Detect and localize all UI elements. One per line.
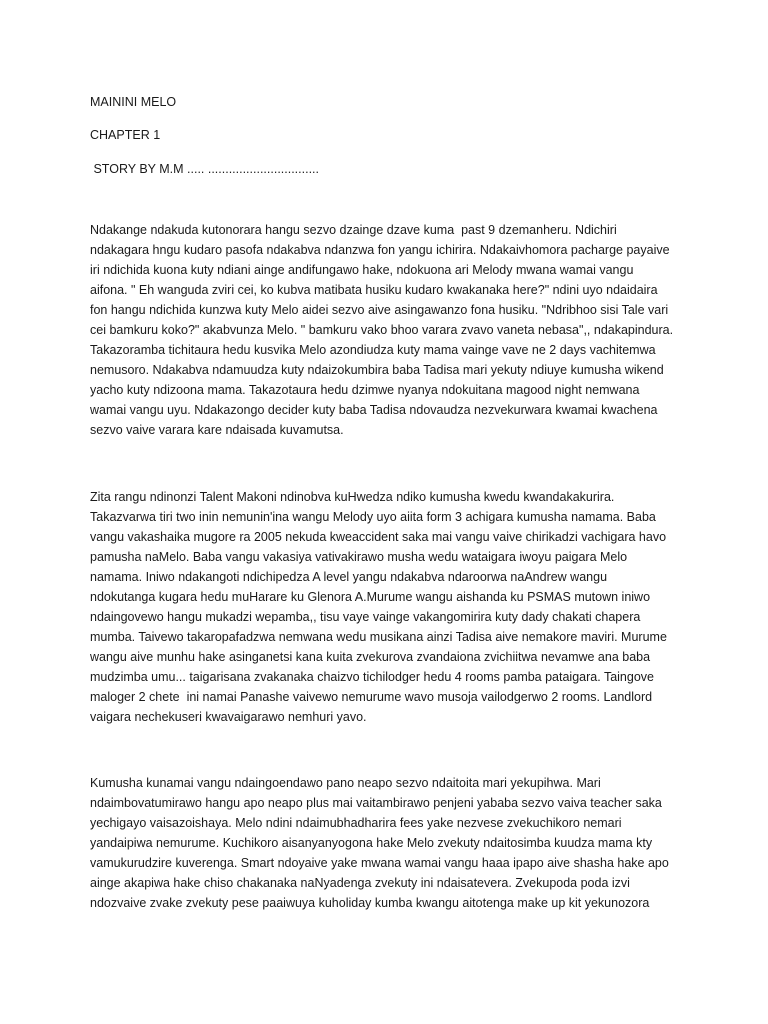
paragraph-line: ndaingovewo hangu mukadzi wepamba,, tisu vaye vainge vakangomirira kuty dady chakati chapera <box>90 610 641 624</box>
paragraph-line: yacho kuty ndizoona mama. Takazotaura hedu dzimwe nyanya ndokuitana magood night nemwana <box>90 383 640 397</box>
paragraph-line: Ndakange ndakuda kutonorara hangu sezvo dzainge dzave kuma past 9 dzemanheru. Ndichiri <box>90 223 617 237</box>
paragraph-line: ndakagara hngu kudaro pasofa ndakabva ndanzwa fon yangu ichirira. Ndakaivhomora pacharge payaive <box>90 243 670 257</box>
paragraph-line: ainge akapiwa hake chiso chakanaka naNyadenga zvekuty ini ndaisatevera. Zvekupoda poda izvi <box>90 876 630 890</box>
paragraph-line: aifona. " Eh wanguda zviri cei, ko kubva matibata husiku kudaro kwakanaka here?" ndini uyo ndaidaira <box>90 283 658 297</box>
paragraph-line: wamai vangu uyu. Ndakazongo decider kuty baba Tadisa ndovaudza nezvekurwara kwamai kwachena <box>90 403 658 417</box>
paragraph-line: yechigayo vaisazoishaya. Melo ndini ndaimubhadharira fees yake nezvese zvekuchikoro nemari <box>90 816 622 830</box>
paragraph-line: namama. Iniwo ndakangoti ndichipedza A level yangu ndakabva ndaroorwa naAndrew wangu <box>90 570 608 584</box>
paragraph-line: sezvo vaive varara kare ndaisada kuvamutsa. <box>90 423 344 437</box>
paragraph-line: maloger 2 chete ini namai Panashe vaivewo nemurume wavo musoja vailodgerwo 2 rooms. Landlord <box>90 690 653 704</box>
paragraph-2 <box>90 487 680 727</box>
paragraph-line: pamusha naMelo. Baba vangu vakasiya vativakirawo musha wedu wataigara iwoyu paigara Melo <box>90 550 628 564</box>
paragraph-line: iri ndichida kuona kuty ndiani ainge andifungawo hake, ndokuona ari Melody mwana wamai vangu <box>90 263 634 277</box>
paragraph-3 <box>90 773 680 913</box>
paragraph-line: Takazvarwa tiri two inin nemunin'ina wangu Melody uyo aiita form 3 achigara kumusha namama. Baba <box>90 510 656 524</box>
paragraph-line: ndozvaive zvake zvekuty pese paaiwuya kuholiday kumba kwangu aitotenga make up kit yekunozora <box>90 896 650 910</box>
paragraph-line: ndaimbovatumirawo hangu apo neapo plus mai vaitambirawo penjeni yababa sezvo vaiva teacher saka <box>90 796 662 810</box>
paragraph-line: mudzimba umu... taigarisana zvakanaka chaizvo tichilodger hedu 4 rooms pamba pataigara. Taingove <box>90 670 654 684</box>
paragraph-line: vaigara nechekuseri kwavaigarawo nemhuri yavo. <box>90 710 367 724</box>
paragraph-line: ndokutanga kugara hedu muHarare ku Glenora A.Murume wangu aishanda ku PSMAS mutown iniwo <box>90 590 651 604</box>
paragraph-1 <box>90 220 680 440</box>
paragraph-line: Zita rangu ndinonzi Talent Makoni ndinobva kuHwedza ndiko kumusha kwedu kwandakakurira. <box>90 490 615 504</box>
story-byline: STORY BY M.M ..... ................................ <box>90 162 319 176</box>
story-title: MAININI MELO <box>90 95 177 109</box>
paragraph-line: Kumusha kunamai vangu ndaingoendawo pano neapo sezvo ndaitoita mari yekupihwa. Mari <box>90 776 601 790</box>
paragraph-line: fon hangu ndichida kunzwa kuty Melo aidei sezvo aive asingawanzo fona husiku. "Ndribhoo sisi Tale vari <box>90 303 669 317</box>
chapter-heading: CHAPTER 1 <box>90 128 161 142</box>
paragraph-line: mumba. Taivewo takaropafadzwa nemwana wedu musikana ainzi Tadisa aive nemakore maviri. Murume <box>90 630 667 644</box>
paragraph-line: yandaipiwa nemurume. Kuchikoro aisanyanyogona hake Melo zvekuty ndaitosimba kuudza mama kty <box>90 836 653 850</box>
paragraph-line: wangu aive munhu hake asinganetsi kana kuita zvekurova zvandaiona zvichiitwa nevamwe ana baba <box>90 650 651 664</box>
paragraph-line: cei bamkuru koko?" akabvunza Melo. " bamkuru vako bhoo varara zvavo vaneta nebasa",, ndakapindura. <box>90 323 674 337</box>
paragraph-line: vamukurudzire kuverenga. Smart ndoyaive yake mwana wamai vangu haaa ipapo aive shasha hake apo <box>90 856 669 870</box>
paragraph-line: nemusoro. Ndakabva ndamuudza kuty ndaizokumbira baba Tadisa mari yekuty ndiuye kumusha wikend <box>90 363 664 377</box>
paragraph-line: vangu vakashaika mugore ra 2005 nekuda kweaccident saka mai vangu vaive chirikadzi vachigara havo <box>90 530 667 544</box>
paragraph-line: Takazoramba tichitaura hedu kusvika Melo azondiudza kuty mama vainge vave ne 2 days vachitemwa <box>90 343 656 357</box>
